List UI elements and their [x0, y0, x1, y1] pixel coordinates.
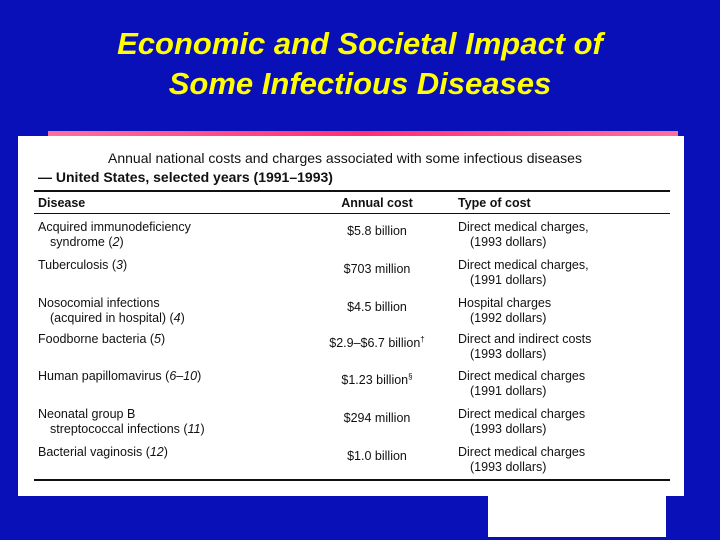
disease-name-cont	[38, 422, 298, 437]
annual-cost-value: $2.9–$6.7 billion	[329, 336, 421, 351]
disease-cell	[38, 407, 298, 437]
disease-name: Human papillomavirus (	[38, 369, 170, 383]
reference-number: 11	[187, 422, 201, 436]
annual-cost-cell	[302, 369, 452, 388]
footnote-mark: §	[408, 372, 413, 381]
type-of-cost-cell	[458, 332, 678, 362]
disease-name-line-2: (acquired in hospital) (	[50, 311, 174, 325]
document-image	[18, 136, 684, 496]
type-of-cost-line-1: Direct medical charges	[458, 445, 586, 459]
header-rule	[34, 213, 670, 214]
disease-name-cont	[38, 311, 298, 326]
type-of-cost-line-1: Direct medical charges	[458, 407, 586, 421]
type-of-cost-cell	[458, 369, 678, 399]
annual-cost-cell	[302, 258, 452, 277]
annual-cost-value: $4.5 billion	[347, 300, 407, 315]
footnote-mark: †	[420, 335, 425, 344]
disease-name: Tuberculosis (	[38, 258, 117, 272]
annual-cost-value: $5.8 billion	[347, 224, 407, 239]
disease-name: Bacterial vaginosis (	[38, 445, 150, 459]
table-title-line-2: — United States, selected years (1991–1993)	[38, 169, 333, 185]
type-of-cost-cell	[458, 258, 678, 288]
type-of-cost-line-1: Direct medical charges,	[458, 220, 589, 234]
disease-cell	[38, 369, 298, 384]
table-bottom-rule	[34, 479, 670, 481]
slide-title-line-1: Economic and Societal Impact of	[117, 26, 603, 61]
disease-name: Acquired immunodeficiency	[38, 220, 191, 234]
table-title	[38, 149, 678, 187]
type-of-cost-cell	[458, 445, 678, 475]
type-of-cost-cell	[458, 407, 678, 437]
type-of-cost-line-2: (1993 dollars)	[470, 235, 547, 249]
reference-close: )	[119, 235, 124, 249]
reference-close: )	[200, 422, 205, 436]
disease-name: Neonatal group B	[38, 407, 136, 421]
annual-cost-value: $1.0 billion	[347, 449, 407, 464]
annual-cost-cell	[302, 407, 452, 426]
type-of-cost-line-1: Direct and indirect costs	[458, 332, 592, 346]
disease-cell	[38, 296, 298, 326]
reference-number: 5	[154, 332, 161, 346]
page-tab	[488, 494, 666, 537]
disease-name-cont	[38, 235, 298, 250]
reference-close: )	[180, 311, 185, 325]
reference-close: )	[163, 445, 168, 459]
type-of-cost-line-2: (1993 dollars)	[470, 422, 547, 436]
annual-cost-value: $703 million	[343, 262, 411, 277]
annual-cost-cell	[302, 332, 452, 351]
disease-cell	[38, 445, 298, 460]
type-of-cost-cell	[458, 296, 678, 326]
annual-cost-cell	[302, 220, 452, 239]
type-of-cost-line-2: (1993 dollars)	[470, 347, 547, 361]
type-of-cost-line-1: Hospital charges	[458, 296, 552, 310]
disease-name-line-2: syndrome (	[50, 235, 113, 249]
table-top-rule	[34, 190, 670, 192]
reference-number: 2	[112, 235, 120, 249]
annual-cost-cell	[302, 445, 452, 464]
type-of-cost-line-1: Direct medical charges,	[458, 258, 589, 272]
type-of-cost-line-2: (1991 dollars)	[470, 384, 547, 398]
disease-cell	[38, 220, 298, 250]
disease-cell	[38, 258, 298, 273]
reference-number: 4	[173, 311, 181, 325]
type-of-cost-line-2: (1993 dollars)	[470, 460, 547, 474]
reference-close: )	[161, 332, 166, 346]
disease-name-line-2: streptococcal infections (	[50, 422, 188, 436]
table-title-line-1: Annual national costs and charges associated with some infectious diseases	[108, 150, 582, 166]
reference-close: )	[197, 369, 202, 383]
reference-number: 3	[116, 258, 123, 272]
slide-title-line-2: Some Infectious Diseases	[168, 66, 552, 101]
header-disease: Disease	[38, 196, 86, 210]
type-of-cost-line-1: Direct medical charges	[458, 369, 586, 383]
reference-number: 6–10	[169, 369, 198, 383]
reference-number: 12	[149, 445, 164, 459]
type-of-cost-line-2: (1992 dollars)	[470, 311, 547, 325]
type-of-cost-line-2: (1991 dollars)	[470, 273, 547, 287]
disease-cell	[38, 332, 298, 347]
disease-name: Foodborne bacteria (	[38, 332, 155, 346]
annual-cost-value: $294 million	[343, 411, 411, 426]
disease-name: Nosocomial infections	[38, 296, 160, 310]
slide-title	[0, 24, 720, 104]
header-annual-cost: Annual cost	[341, 196, 413, 210]
annual-cost-value: $1.23 billion	[341, 373, 409, 388]
reference-close: )	[123, 258, 128, 272]
header-type-of-cost: Type of cost	[458, 196, 531, 210]
type-of-cost-cell	[458, 220, 678, 250]
annual-cost-cell	[302, 296, 452, 315]
